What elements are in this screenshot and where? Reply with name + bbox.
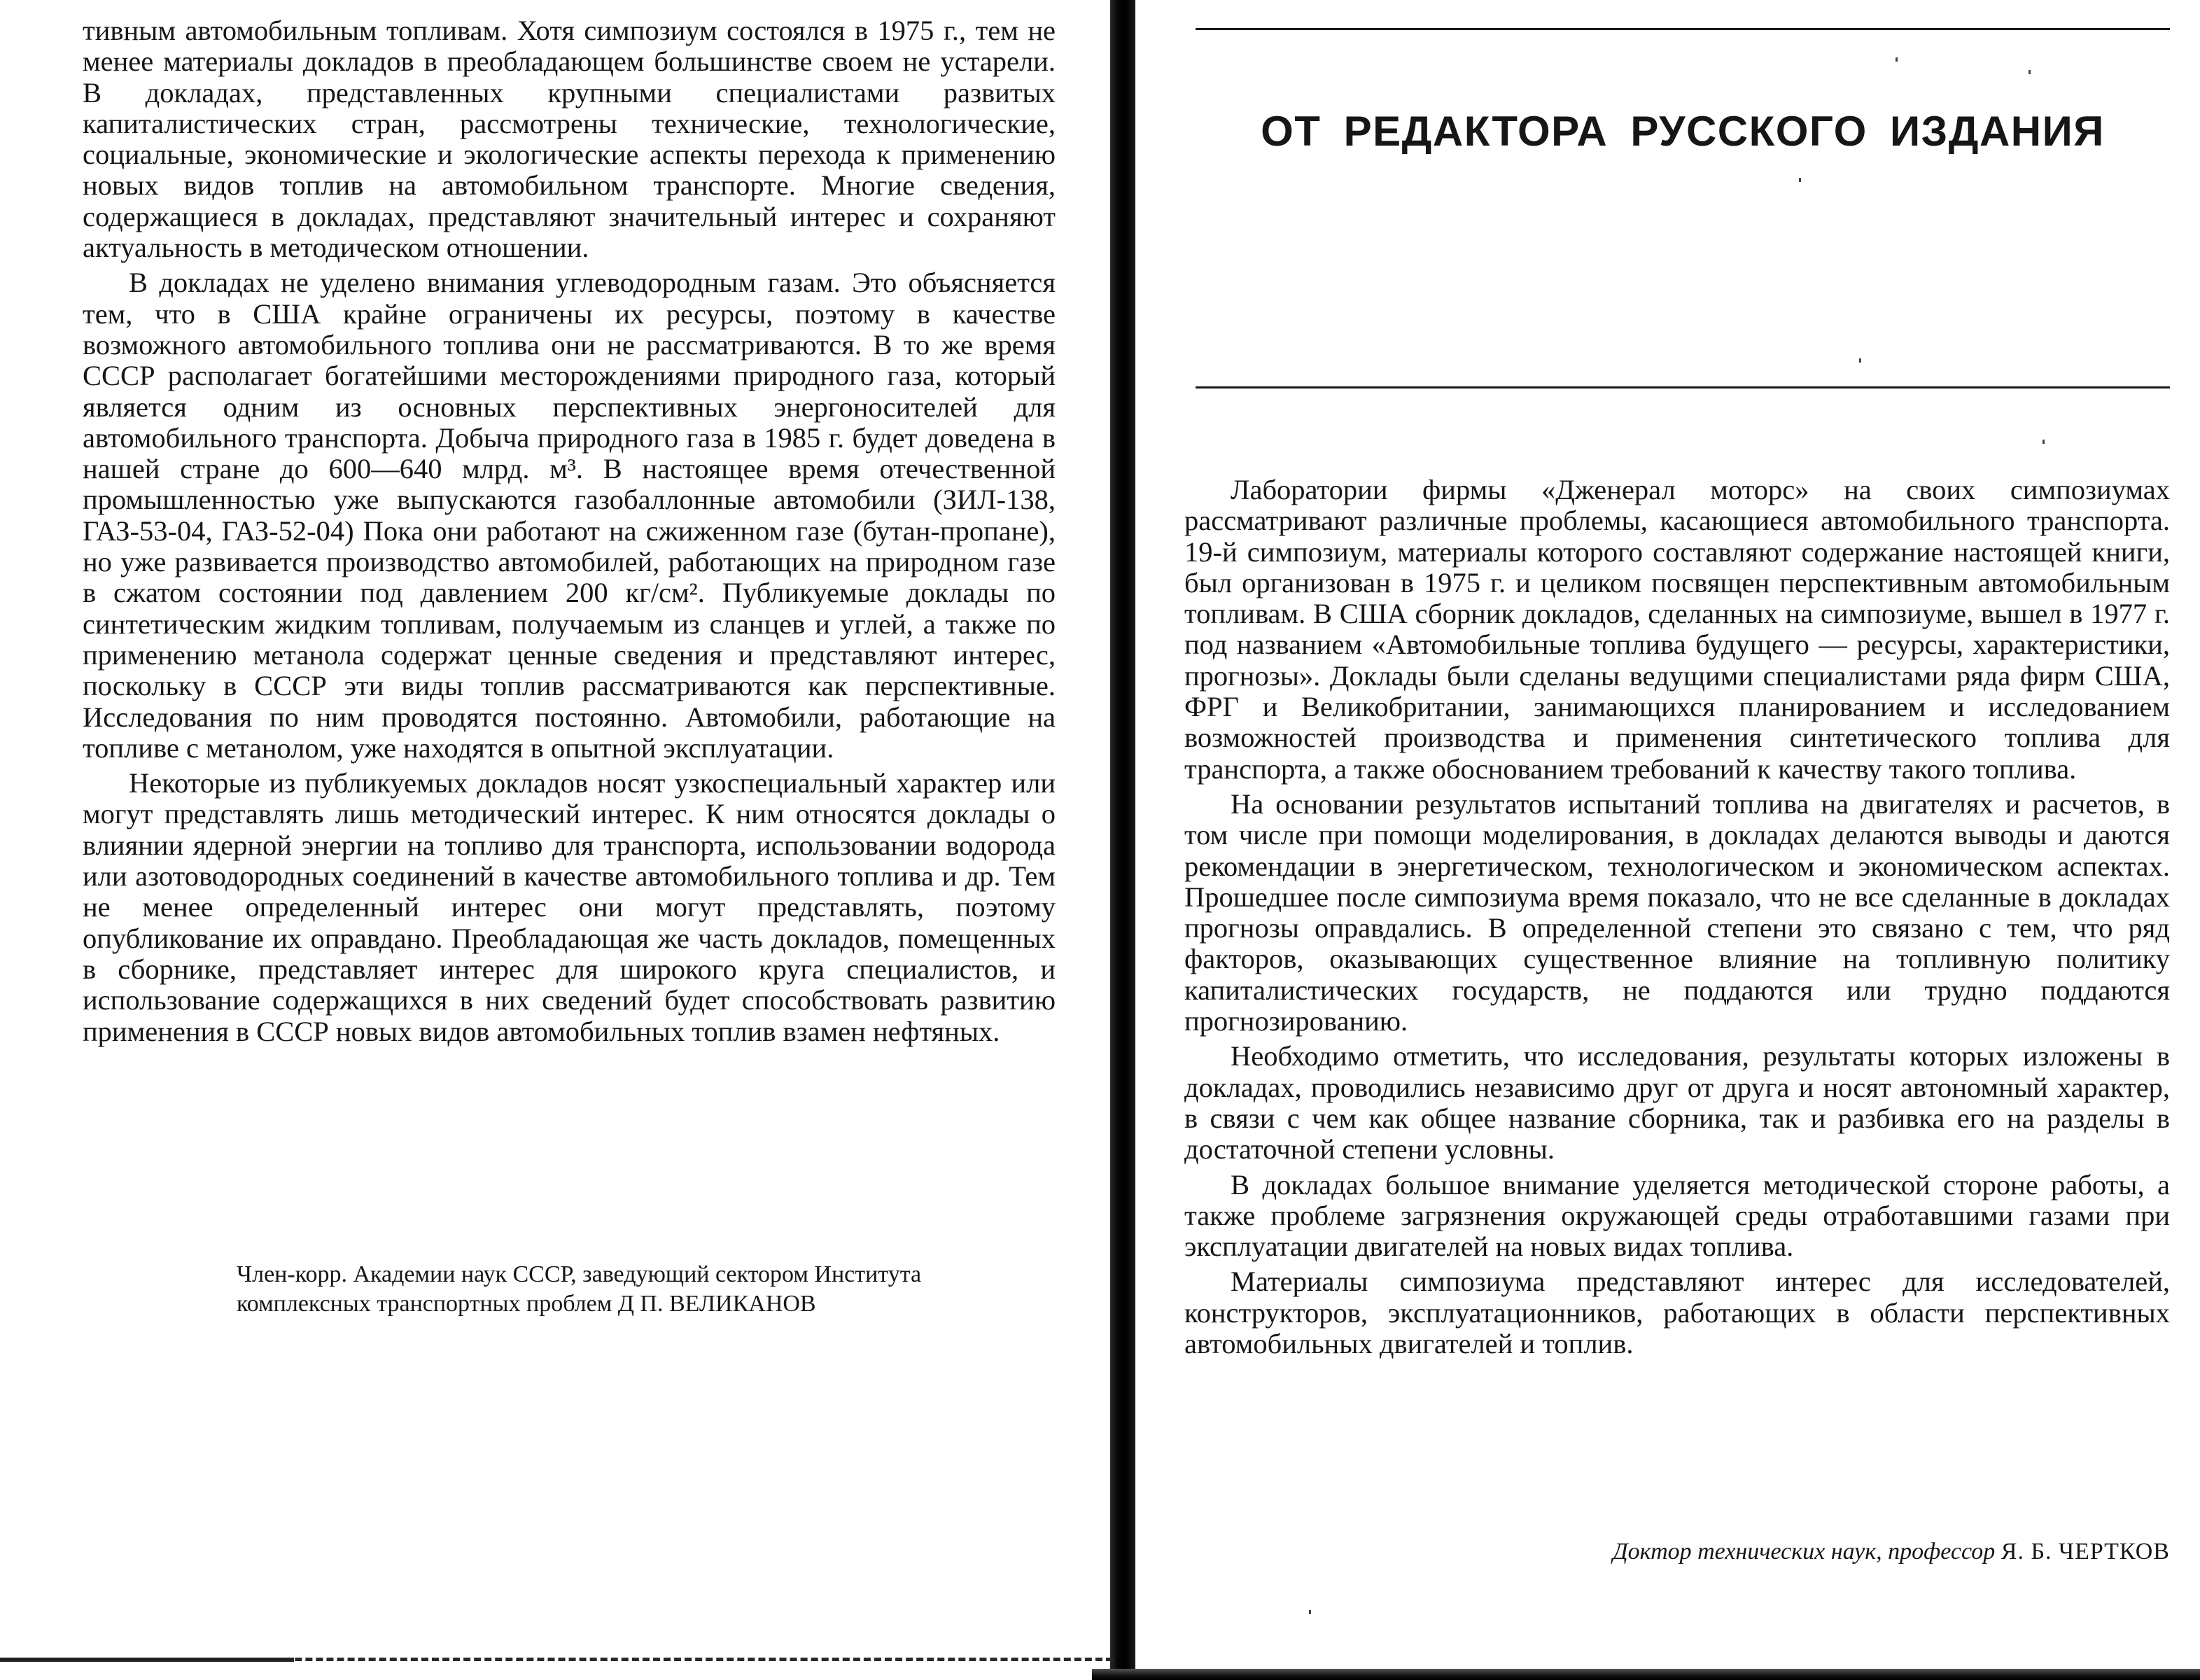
right-signature bbox=[1519, 1537, 2170, 1567]
heading-top-rule bbox=[1196, 28, 2170, 30]
left-paragraph-3: Некоторые из публикуемых докладов носят узкоспециальный характер или могут представлять лишь методический интерес. К ним относятся доклады о влиянии ядерной энергии на топливо для транспорта, использовании водорода или азотоводородных соединений в качестве автомобильного топлива и др. Тем не менее определенный интерес они могут представлять, поэтому опубликование их оправдано. Преобладающая же часть докладов, помещенных в сборнике, представляет интерес для широкого круга специалистов, и использование содержащихся в них сведений будет способствовать развитию применения в СССР новых видов автомобильных топлив взамен нефтяных. bbox=[83, 767, 1056, 1047]
bottom-scan-edge-left-solid bbox=[0, 1658, 294, 1662]
page-title: ОТ РЕДАКТОРА РУССКОГО ИЗДАНИЯ bbox=[1261, 108, 2105, 155]
scan-speck bbox=[2043, 440, 2045, 444]
right-signature-name: Я. Б. ЧЕРТКОВ bbox=[2001, 1539, 2170, 1564]
right-signature-title: Доктор технических наук, профессор bbox=[1612, 1539, 1996, 1564]
left-paragraph-1: тивным автомобильным топливам. Хотя симпозиум состоялся в 1975 г., тем не менее материалы докладов в преобладающем большинстве своем не устарели. В докладах, представленных крупными специалистами развитых капиталистических стран, рассмотрены технические, технологические, социальные, экономические и экологические аспекты перехода к применению новых видов топлив на автомобильном транспорте. Многие сведения, содержащиеся в докладах, представляют значительный интерес и сохраняют актуальность в методическом отношении. bbox=[83, 15, 1056, 264]
right-paragraph-1: Лаборатории фирмы «Дженерал моторс» на своих симпозиумах рассматривают различные проблемы, касающиеся автомобильного транспорта. 19-й симпозиум, материалы которого составляют содержание настоящей книги, был организован в 1975 г. и целиком посвящен перспективным автомобильным топливам. В США сборник докладов, сделанных на симпозиуме, вышел в 1977 г. под названием «Автомобильные топлива будущего — ресурсы, характеристики, прогнозы». Доклады были сделаны ведущими специалистами ряда фирм США, ФРГ и Великобритании, занимающихся планированием и исследованием возможностей производства и применения синтетического топлива для транспорта, а также обоснованием требований к качеству такого топлива. bbox=[1184, 474, 2170, 785]
right-page-text bbox=[1184, 475, 2170, 1359]
right-paragraph-4: В докладах большое внимание уделяется методической стороне работы, а также проблеме загрязнения окружающей среды отработавшими газами при эксплуатации двигателей на новых видах топлива. bbox=[1184, 1168, 2170, 1263]
left-signature-line1: Член-корр. Академии наук СССР, заведующий сектором Института bbox=[237, 1261, 922, 1287]
left-signature-line2: комплексных транспортных проблем Д П. ВЕЛИКАНОВ bbox=[237, 1291, 816, 1317]
left-page-text bbox=[83, 15, 1056, 1047]
right-paragraph-5: Материалы симпозиума представляют интерес для исследователей, конструкторов, эксплуатационников, работающих в области перспективных автомобильных двигателей и топлив. bbox=[1184, 1266, 2170, 1360]
left-signature bbox=[237, 1260, 1056, 1319]
scan-speck bbox=[1309, 1610, 1311, 1614]
scan-speck bbox=[1896, 57, 1898, 62]
heading-bottom-rule bbox=[1196, 386, 2170, 388]
right-paragraph-3: Необходимо отметить, что исследования, результаты которых изложены в докладах, проводились независимо друг от друга и носят автономный характер, в связи с чем как общее название сборника, так и разбивка его на разделы в достаточной степени условны. bbox=[1184, 1040, 2170, 1166]
right-page bbox=[1127, 0, 2200, 1680]
scan-speck bbox=[1799, 178, 1801, 182]
left-paragraph-2: В докладах не уделено внимания углеводородным газам. Это объясняется тем, что в США крайне ограничены их ресурсы, поэтому в качестве возможного автомобильного топлива они не рассматриваются. В то же время СССР располагает богатейшими месторождениями природного газа, который является одним из основных перспективных энергоносителей для автомобильного транспорта. Добыча природного газа в 1985 г. будет доведена в нашей стране до 600—640 млрд. м³. В настоящее время отечественной промышленностью уже выпускаются газобаллонные автомобили (ЗИЛ-138, ГАЗ-53-04, ГАЗ-52-04) Пока они работают на сжиженном газе (бутан-пропане), но уже развивается производство автомобилей, работающих на природном газе в сжатом состоянии под давлением 200 кг/см². Публикуемые доклады по синтетическим жидким топливам, получаемым из сланцев и углей, а также по применению метанола содержат ценные сведения и представляют интерес, поскольку в СССР эти виды топлив рассматриваются как перспективные. Исследования по ним проводятся постоянно. Автомобили, работающие на топливе с метанолом, уже находятся в опытной эксплуатации. bbox=[83, 267, 1056, 764]
right-paragraph-2: На основании результатов испытаний топлива на двигателях и расчетов, в том числе при помощи моделирования, в докладах делаются выводы и даются рекомендации в энергетическом, технологическом и экономическом аспектах. Прошедшее после симпозиума время показало, что не все сделанные в докладах прогнозы оправдались. В определенной степени это связано с тем, что ряд факторов, оказывающих существенное влияние на топливную политику капиталистических государств, не поддаются или трудно поддаются прогнозированию. bbox=[1184, 788, 2170, 1037]
scan-speck bbox=[1859, 358, 1861, 363]
scan-speck bbox=[2029, 70, 2031, 74]
